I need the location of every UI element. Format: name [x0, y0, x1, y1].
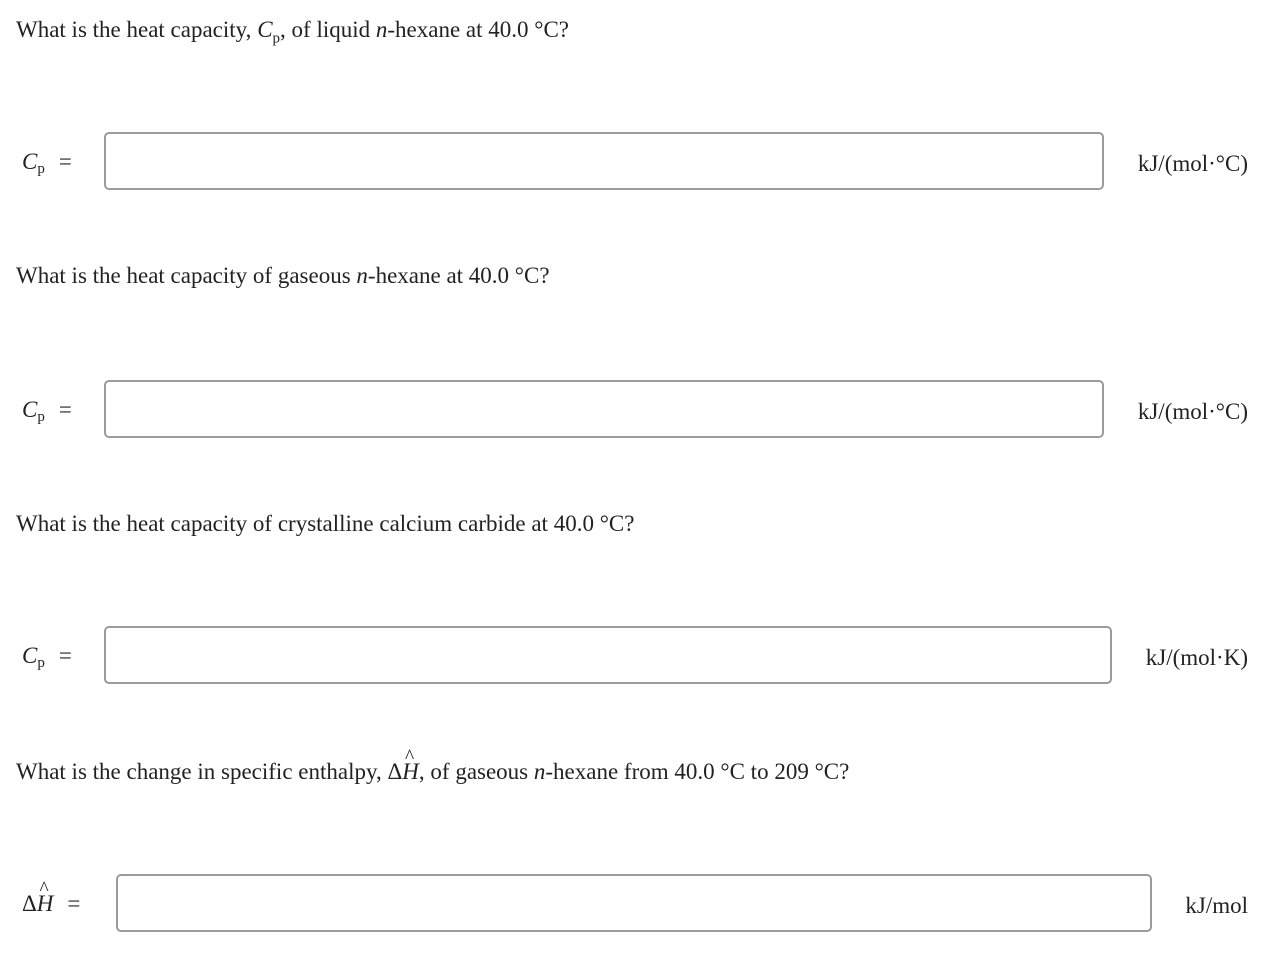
question-1-prefix: What is the heat capacity, — [16, 17, 258, 42]
cp-symbol: C — [22, 397, 38, 422]
n-italic: n — [356, 263, 368, 288]
answer-row-1 — [0, 132, 1268, 190]
answer-row-2 — [0, 380, 1268, 438]
delta-symbol: Δ — [22, 891, 37, 916]
answer-3-lhs — [22, 642, 72, 677]
cp-subscript: p — [37, 161, 45, 177]
answer-1-input[interactable] — [104, 132, 1104, 190]
question-2-text — [16, 262, 550, 290]
n-italic: n — [533, 759, 546, 784]
answer-4-input[interactable] — [116, 874, 1152, 932]
question-2-suffix: -hexane at 40.0 °C? — [367, 263, 550, 288]
question-1-suffix: -hexane at 40.0 °C? — [387, 17, 570, 42]
question-4-prefix: What is the change in specific enthalpy, — [16, 759, 388, 784]
answer-2-lhs — [22, 396, 72, 431]
answer-4-unit: kJ/mol — [1185, 893, 1248, 918]
h-hat-symbol: ^ H — [37, 890, 54, 918]
delta-symbol: Δ — [387, 759, 403, 784]
answer-2-input[interactable] — [104, 380, 1104, 438]
equals-sign: = — [58, 397, 72, 422]
question-1-middle: , of liquid — [280, 17, 376, 42]
answer-4-lhs — [22, 890, 80, 918]
cp-symbol: C — [22, 149, 38, 174]
answer-1-unit: kJ/(mol·°C) — [1137, 151, 1248, 176]
question-3-text — [16, 510, 634, 538]
equals-sign: = — [67, 891, 81, 916]
cp-subscript: p — [272, 30, 281, 47]
answer-3-unit: kJ/(mol·K) — [1145, 645, 1248, 670]
answer-row-3 — [0, 626, 1268, 684]
cp-subscript: p — [37, 409, 45, 425]
equals-sign: = — [58, 149, 72, 174]
answer-1-lhs — [22, 148, 72, 183]
question-4-middle: , of gaseous — [418, 759, 534, 784]
answer-2-unit: kJ/(mol·°C) — [1137, 399, 1248, 424]
answer-row-4 — [0, 874, 1268, 932]
cp-symbol: C — [22, 643, 38, 668]
h-hat-symbol: ^ H — [402, 758, 419, 786]
question-1-text — [16, 16, 569, 53]
cp-subscript: p — [37, 655, 45, 671]
answer-3-input[interactable] — [104, 626, 1112, 684]
n-italic: n — [375, 17, 388, 42]
question-3-body: What is the heat capacity of crystalline calcium carbide at 40.0 °C? — [16, 511, 635, 536]
cp-symbol: C — [257, 17, 273, 42]
question-4-suffix: -hexane from 40.0 °C to 209 °C? — [545, 759, 850, 784]
equals-sign: = — [58, 643, 72, 668]
question-4-text — [16, 758, 849, 786]
question-2-prefix: What is the heat capacity of gaseous — [16, 263, 357, 288]
